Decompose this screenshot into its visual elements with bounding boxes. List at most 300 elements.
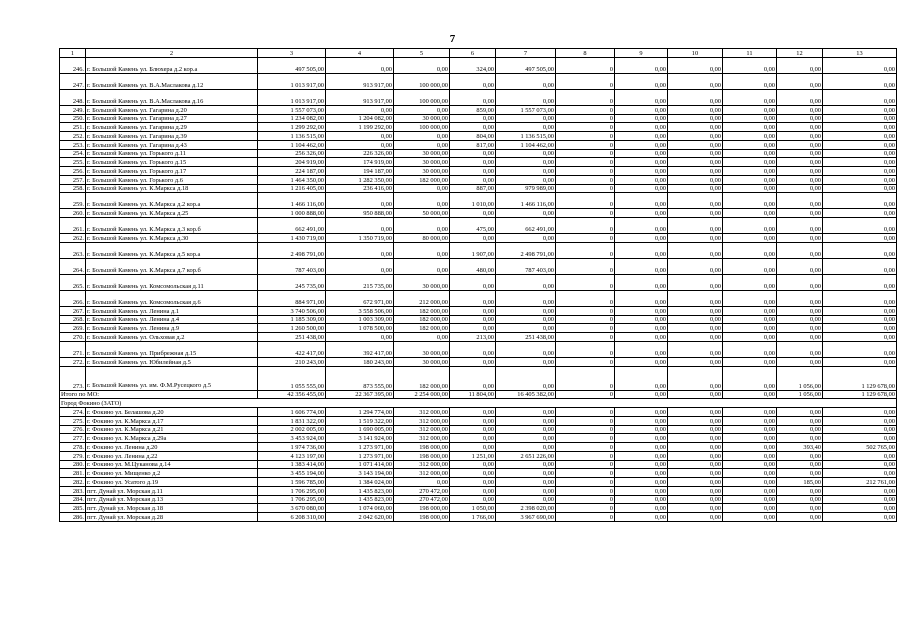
- table-row: [60, 140, 897, 149]
- value-cell: 0: [556, 184, 615, 193]
- value-cell: 0,00: [668, 513, 723, 522]
- value-cell: 182 000,00: [394, 324, 450, 333]
- value-cell: 0,00: [823, 408, 897, 417]
- table-row: [60, 306, 897, 315]
- value-cell: 0,00: [823, 324, 897, 333]
- value-cell: 0,00: [615, 357, 668, 366]
- value-cell: 0: [556, 242, 615, 258]
- value-cell: 0,00: [723, 290, 777, 306]
- value-cell: 0,00: [496, 306, 556, 315]
- value-cell: 1 003 309,00: [326, 315, 394, 324]
- value-cell: 0,00: [394, 242, 450, 258]
- value-cell: 0,00: [723, 258, 777, 274]
- table-row: [60, 89, 897, 105]
- value-cell: 1 260 500,00: [258, 324, 326, 333]
- value-cell: 0,00: [777, 167, 823, 176]
- total-cell: 42 356 455,00: [258, 390, 326, 399]
- value-cell: 0,00: [496, 341, 556, 357]
- value-cell: 0,00: [777, 513, 823, 522]
- value-cell: 0: [556, 408, 615, 417]
- address-cell: г. Большой Камень ул. К.Маркса д.5 кор.а: [86, 242, 258, 258]
- value-cell: 0,00: [823, 105, 897, 114]
- table-row: [60, 460, 897, 469]
- value-cell: 0,00: [615, 486, 668, 495]
- value-cell: 0,00: [450, 408, 496, 417]
- column-number-2: 2: [86, 49, 258, 58]
- row-number: 269.: [60, 324, 86, 333]
- value-cell: 0: [556, 132, 615, 141]
- value-cell: 1 136 515,00: [496, 132, 556, 141]
- value-cell: 0,00: [723, 513, 777, 522]
- row-number: 255.: [60, 158, 86, 167]
- total-cell: 22 367 395,00: [326, 390, 394, 399]
- row-number: 249.: [60, 105, 86, 114]
- table-row: [60, 158, 897, 167]
- value-cell: 30 000,00: [394, 341, 450, 357]
- value-cell: 0,00: [777, 193, 823, 209]
- total-cell: 16 405 382,00: [496, 390, 556, 399]
- value-cell: 0,00: [668, 408, 723, 417]
- value-cell: 0,00: [615, 209, 668, 218]
- value-cell: 1 435 823,00: [326, 486, 394, 495]
- address-cell: г. Большой Камень ул. В.А.Маслакова д.16: [86, 89, 258, 105]
- table-row: [60, 73, 897, 89]
- value-cell: 1 466 116,00: [258, 193, 326, 209]
- value-cell: 0,00: [668, 149, 723, 158]
- total-cell: 2 254 000,00: [394, 390, 450, 399]
- value-cell: 0,00: [723, 149, 777, 158]
- value-cell: 0: [556, 333, 615, 342]
- value-cell: 950 888,00: [326, 209, 394, 218]
- value-cell: 0,00: [823, 149, 897, 158]
- value-cell: 212 761,00: [823, 478, 897, 487]
- value-cell: 0: [556, 123, 615, 132]
- value-cell: 0,00: [723, 408, 777, 417]
- value-cell: 884 971,00: [258, 290, 326, 306]
- value-cell: 0,00: [496, 443, 556, 452]
- value-cell: 0,00: [615, 149, 668, 158]
- value-cell: 0,00: [723, 158, 777, 167]
- value-cell: 1 056,00: [777, 366, 823, 390]
- value-cell: 0: [556, 434, 615, 443]
- row-number: 279.: [60, 451, 86, 460]
- value-cell: 0,00: [615, 333, 668, 342]
- value-cell: 0,00: [777, 234, 823, 243]
- value-cell: 0,00: [450, 209, 496, 218]
- value-cell: 0,00: [394, 193, 450, 209]
- value-cell: 0,00: [668, 209, 723, 218]
- value-cell: 913 917,00: [326, 89, 394, 105]
- table-row: [60, 469, 897, 478]
- row-number: 256.: [60, 167, 86, 176]
- value-cell: 0,00: [668, 274, 723, 290]
- table-row: [60, 242, 897, 258]
- value-cell: 0,00: [450, 73, 496, 89]
- row-number: 271.: [60, 341, 86, 357]
- value-cell: 30 000,00: [394, 167, 450, 176]
- value-cell: 0,00: [777, 416, 823, 425]
- table-row: [60, 357, 897, 366]
- value-cell: 0,00: [450, 416, 496, 425]
- value-cell: 3 455 194,00: [258, 469, 326, 478]
- value-cell: 0,00: [723, 306, 777, 315]
- value-cell: 3 453 924,00: [258, 434, 326, 443]
- table-row: [60, 123, 897, 132]
- value-cell: 1 974 736,00: [258, 443, 326, 452]
- value-cell: 2 002 005,00: [258, 425, 326, 434]
- value-cell: 1 251,00: [450, 451, 496, 460]
- value-cell: 1 706 295,00: [258, 486, 326, 495]
- table-row: [60, 333, 897, 342]
- value-cell: 0,00: [777, 258, 823, 274]
- value-cell: 0,00: [615, 315, 668, 324]
- value-cell: 100 000,00: [394, 73, 450, 89]
- value-cell: 0: [556, 149, 615, 158]
- address-cell: г. Большой Камень ул. им. Ф.М.Русецкого д.5: [86, 366, 258, 390]
- value-cell: 0,00: [823, 315, 897, 324]
- value-cell: 0,00: [450, 123, 496, 132]
- column-number-4: 4: [326, 49, 394, 58]
- value-cell: 1 282 350,00: [326, 175, 394, 184]
- value-cell: 3 967 690,00: [496, 513, 556, 522]
- value-cell: 0: [556, 234, 615, 243]
- value-cell: 30 000,00: [394, 114, 450, 123]
- value-cell: 0,00: [615, 158, 668, 167]
- value-cell: 1 557 073,00: [258, 105, 326, 114]
- value-cell: 873 555,00: [326, 366, 394, 390]
- value-cell: 0,00: [723, 478, 777, 487]
- value-cell: 0,00: [326, 132, 394, 141]
- value-cell: 0,00: [723, 274, 777, 290]
- address-cell: г. Большой Камень ул. К.Маркса д.25: [86, 209, 258, 218]
- value-cell: 480,00: [450, 258, 496, 274]
- value-cell: 0,00: [723, 57, 777, 73]
- value-cell: 0,00: [823, 416, 897, 425]
- value-cell: 787 403,00: [496, 258, 556, 274]
- value-cell: 182 000,00: [394, 315, 450, 324]
- address-cell: г. Большой Камень ул. Ленина д.9: [86, 324, 258, 333]
- total-cell: 0: [556, 390, 615, 399]
- address-cell: г. Большой Камень ул. Горького д.15: [86, 158, 258, 167]
- value-cell: 0,00: [615, 242, 668, 258]
- value-cell: 0,00: [615, 274, 668, 290]
- value-cell: 312 000,00: [394, 460, 450, 469]
- value-cell: 0,00: [450, 425, 496, 434]
- value-cell: 0,00: [823, 57, 897, 73]
- value-cell: 0: [556, 193, 615, 209]
- value-cell: 0: [556, 425, 615, 434]
- value-cell: 0,00: [823, 234, 897, 243]
- address-cell: г. Большой Камень ул. Гагарина д.29: [86, 123, 258, 132]
- value-cell: 0,00: [723, 167, 777, 176]
- value-cell: 0,00: [394, 184, 450, 193]
- table-row: [60, 434, 897, 443]
- row-number: 263.: [60, 242, 86, 258]
- value-cell: 0: [556, 478, 615, 487]
- address-cell: г. Большой Камень ул. Ольховая д.2: [86, 333, 258, 342]
- value-cell: 0,00: [823, 290, 897, 306]
- table-row: [60, 234, 897, 243]
- value-cell: 0,00: [450, 486, 496, 495]
- value-cell: 1 104 462,00: [258, 140, 326, 149]
- row-number: 272.: [60, 357, 86, 366]
- value-cell: 0,00: [668, 486, 723, 495]
- table-row: [60, 184, 897, 193]
- value-cell: 1 050,00: [450, 504, 496, 513]
- value-cell: 1 907,00: [450, 242, 496, 258]
- row-number: 267.: [60, 306, 86, 315]
- value-cell: 0,00: [668, 306, 723, 315]
- value-cell: 0,00: [668, 366, 723, 390]
- value-cell: 0,00: [668, 175, 723, 184]
- value-cell: 0,00: [668, 193, 723, 209]
- value-cell: 0,00: [777, 242, 823, 258]
- column-number-9: 9: [615, 49, 668, 58]
- value-cell: 0,00: [496, 408, 556, 417]
- value-cell: 0,00: [326, 105, 394, 114]
- table-row: [60, 57, 897, 73]
- value-cell: 0,00: [823, 341, 897, 357]
- value-cell: 0: [556, 158, 615, 167]
- value-cell: 0,00: [823, 451, 897, 460]
- value-cell: 0,00: [615, 495, 668, 504]
- value-cell: 0,00: [823, 184, 897, 193]
- value-cell: 1 766,00: [450, 513, 496, 522]
- value-cell: 0,00: [668, 469, 723, 478]
- row-number: 264.: [60, 258, 86, 274]
- value-cell: 0,00: [823, 495, 897, 504]
- address-cell: г. Большой Камень ул. Блюхера д.2 кор.а: [86, 57, 258, 73]
- table-row: [60, 366, 897, 390]
- value-cell: 0,00: [450, 234, 496, 243]
- value-cell: 0,00: [668, 495, 723, 504]
- value-cell: 0,00: [823, 209, 897, 218]
- value-cell: 194 187,00: [326, 167, 394, 176]
- value-cell: 0,00: [668, 258, 723, 274]
- value-cell: 0,00: [723, 114, 777, 123]
- value-cell: 0,00: [615, 469, 668, 478]
- row-number: 259.: [60, 193, 86, 209]
- value-cell: 226 326,00: [326, 149, 394, 158]
- table-row: [60, 209, 897, 218]
- value-cell: 0: [556, 469, 615, 478]
- row-number: 247.: [60, 73, 86, 89]
- table-row: [60, 495, 897, 504]
- value-cell: 0,00: [496, 324, 556, 333]
- address-cell: г. Большой Камень ул. Гагарина д.43: [86, 140, 258, 149]
- value-cell: 0,00: [777, 357, 823, 366]
- value-cell: 0,00: [496, 158, 556, 167]
- value-cell: 0,00: [777, 132, 823, 141]
- value-cell: 0,00: [823, 425, 897, 434]
- value-cell: 0,00: [777, 184, 823, 193]
- value-cell: 0,00: [777, 408, 823, 417]
- value-cell: 0,00: [777, 451, 823, 460]
- value-cell: 0,00: [615, 218, 668, 234]
- value-cell: 312 000,00: [394, 434, 450, 443]
- value-cell: 0: [556, 451, 615, 460]
- total-cell: 0,00: [668, 390, 723, 399]
- value-cell: 312 000,00: [394, 416, 450, 425]
- value-cell: 1 010,00: [450, 193, 496, 209]
- value-cell: 0,00: [496, 290, 556, 306]
- value-cell: 1 185 309,00: [258, 315, 326, 324]
- table-row: [60, 504, 897, 513]
- value-cell: 0,00: [668, 416, 723, 425]
- value-cell: 0,00: [777, 175, 823, 184]
- value-cell: 0,00: [777, 158, 823, 167]
- value-cell: 0,00: [326, 140, 394, 149]
- value-cell: 0,00: [326, 57, 394, 73]
- value-cell: 0,00: [668, 114, 723, 123]
- value-cell: 0: [556, 73, 615, 89]
- table-row: [60, 167, 897, 176]
- value-cell: 393,40: [777, 443, 823, 452]
- value-cell: 0,00: [777, 324, 823, 333]
- address-cell: г. Фокино ул. К.Маркса д.29а: [86, 434, 258, 443]
- value-cell: 0,00: [450, 175, 496, 184]
- table-row: [60, 478, 897, 487]
- value-cell: 0,00: [615, 513, 668, 522]
- value-cell: 0,00: [668, 132, 723, 141]
- value-cell: 198 000,00: [394, 443, 450, 452]
- value-cell: 0,00: [723, 193, 777, 209]
- value-cell: 0,00: [777, 123, 823, 132]
- value-cell: 0: [556, 175, 615, 184]
- value-cell: 1 000 888,00: [258, 209, 326, 218]
- address-cell: г. Большой Камень ул. Комсомольская д.6: [86, 290, 258, 306]
- table-row: [60, 105, 897, 114]
- address-cell: г. Большой Камень ул. К.Маркса д.3 кор.б: [86, 218, 258, 234]
- table-row: [60, 193, 897, 209]
- row-number: 268.: [60, 315, 86, 324]
- value-cell: 0,00: [668, 234, 723, 243]
- value-cell: 1 013 917,00: [258, 73, 326, 89]
- value-cell: 392 417,00: [326, 341, 394, 357]
- value-cell: 0,00: [668, 123, 723, 132]
- value-cell: 0,00: [496, 274, 556, 290]
- value-cell: 198 000,00: [394, 451, 450, 460]
- value-cell: 0,00: [496, 469, 556, 478]
- column-number-7: 7: [496, 49, 556, 58]
- value-cell: 0,00: [777, 425, 823, 434]
- address-cell: г. Большой Камень ул. Ленина д.1: [86, 306, 258, 315]
- value-cell: 0,00: [823, 167, 897, 176]
- section-row: [60, 399, 897, 408]
- value-cell: 0,00: [823, 114, 897, 123]
- value-cell: 0,00: [326, 258, 394, 274]
- address-cell: г. Большой Камень ул. Прибрежная д.15: [86, 341, 258, 357]
- value-cell: 0,00: [668, 460, 723, 469]
- column-number-10: 10: [668, 49, 723, 58]
- value-cell: 1 071 414,00: [326, 460, 394, 469]
- value-cell: 0,00: [496, 434, 556, 443]
- value-cell: 0,00: [496, 73, 556, 89]
- value-cell: 2 398 020,00: [496, 504, 556, 513]
- row-number: 273.: [60, 366, 86, 390]
- value-cell: 180 243,00: [326, 357, 394, 366]
- value-cell: 0,00: [450, 167, 496, 176]
- value-cell: 0,00: [777, 140, 823, 149]
- value-cell: 0,00: [823, 140, 897, 149]
- value-cell: 0,00: [723, 184, 777, 193]
- value-cell: 1 078 500,00: [326, 324, 394, 333]
- address-cell: г. Большой Камень ул. Гагарина д.27: [86, 114, 258, 123]
- address-cell: г. Фокино ул. Ленина д.22: [86, 451, 258, 460]
- value-cell: 1 204 082,00: [326, 114, 394, 123]
- value-cell: 30 000,00: [394, 158, 450, 167]
- table-row: [60, 218, 897, 234]
- value-cell: 0,00: [823, 193, 897, 209]
- column-number-6: 6: [450, 49, 496, 58]
- value-cell: 0,00: [615, 416, 668, 425]
- value-cell: 0,00: [496, 89, 556, 105]
- table-row: [60, 486, 897, 495]
- value-cell: 0,00: [668, 357, 723, 366]
- value-cell: 0,00: [450, 89, 496, 105]
- value-cell: 0,00: [668, 341, 723, 357]
- value-cell: 0,00: [615, 290, 668, 306]
- value-cell: 2 498 791,00: [496, 242, 556, 258]
- value-cell: 270 472,00: [394, 495, 450, 504]
- value-cell: 0: [556, 460, 615, 469]
- address-cell: г. Фокино ул. Мищенко д.2: [86, 469, 258, 478]
- value-cell: 0,00: [723, 175, 777, 184]
- value-cell: 0,00: [777, 486, 823, 495]
- value-cell: 0,00: [777, 315, 823, 324]
- value-cell: 1 383 414,00: [258, 460, 326, 469]
- table-row: [60, 258, 897, 274]
- value-cell: 2 651 226,00: [496, 451, 556, 460]
- table-row: [60, 408, 897, 417]
- value-cell: 0,00: [823, 89, 897, 105]
- value-cell: 0: [556, 89, 615, 105]
- value-cell: 0,00: [450, 315, 496, 324]
- value-cell: 0,00: [496, 486, 556, 495]
- column-number-8: 8: [556, 49, 615, 58]
- value-cell: 0: [556, 57, 615, 73]
- value-cell: 1 606 774,00: [258, 408, 326, 417]
- value-cell: 0,00: [615, 306, 668, 315]
- value-cell: 0,00: [823, 73, 897, 89]
- total-cell: 1 056,00: [777, 390, 823, 399]
- value-cell: 0,00: [450, 366, 496, 390]
- value-cell: 1 273 971,00: [326, 451, 394, 460]
- value-cell: 497 505,00: [496, 57, 556, 73]
- value-cell: 0,00: [394, 105, 450, 114]
- row-number: 280.: [60, 460, 86, 469]
- value-cell: 174 919,00: [326, 158, 394, 167]
- value-cell: 0,00: [615, 258, 668, 274]
- value-cell: 0,00: [777, 341, 823, 357]
- value-cell: 0,00: [615, 425, 668, 434]
- value-cell: 245 735,00: [258, 274, 326, 290]
- value-cell: 0: [556, 218, 615, 234]
- value-cell: 979 989,00: [496, 184, 556, 193]
- value-cell: 0,00: [496, 357, 556, 366]
- column-number-11: 11: [723, 49, 777, 58]
- value-cell: 0: [556, 167, 615, 176]
- value-cell: 0,00: [777, 434, 823, 443]
- row-number: 281.: [60, 469, 86, 478]
- value-cell: 0,00: [723, 234, 777, 243]
- value-cell: 0,00: [326, 193, 394, 209]
- value-cell: 0,00: [668, 89, 723, 105]
- value-cell: 50 000,00: [394, 209, 450, 218]
- value-cell: 0,00: [496, 460, 556, 469]
- value-cell: 1 199 292,00: [326, 123, 394, 132]
- value-cell: 1 435 823,00: [326, 495, 394, 504]
